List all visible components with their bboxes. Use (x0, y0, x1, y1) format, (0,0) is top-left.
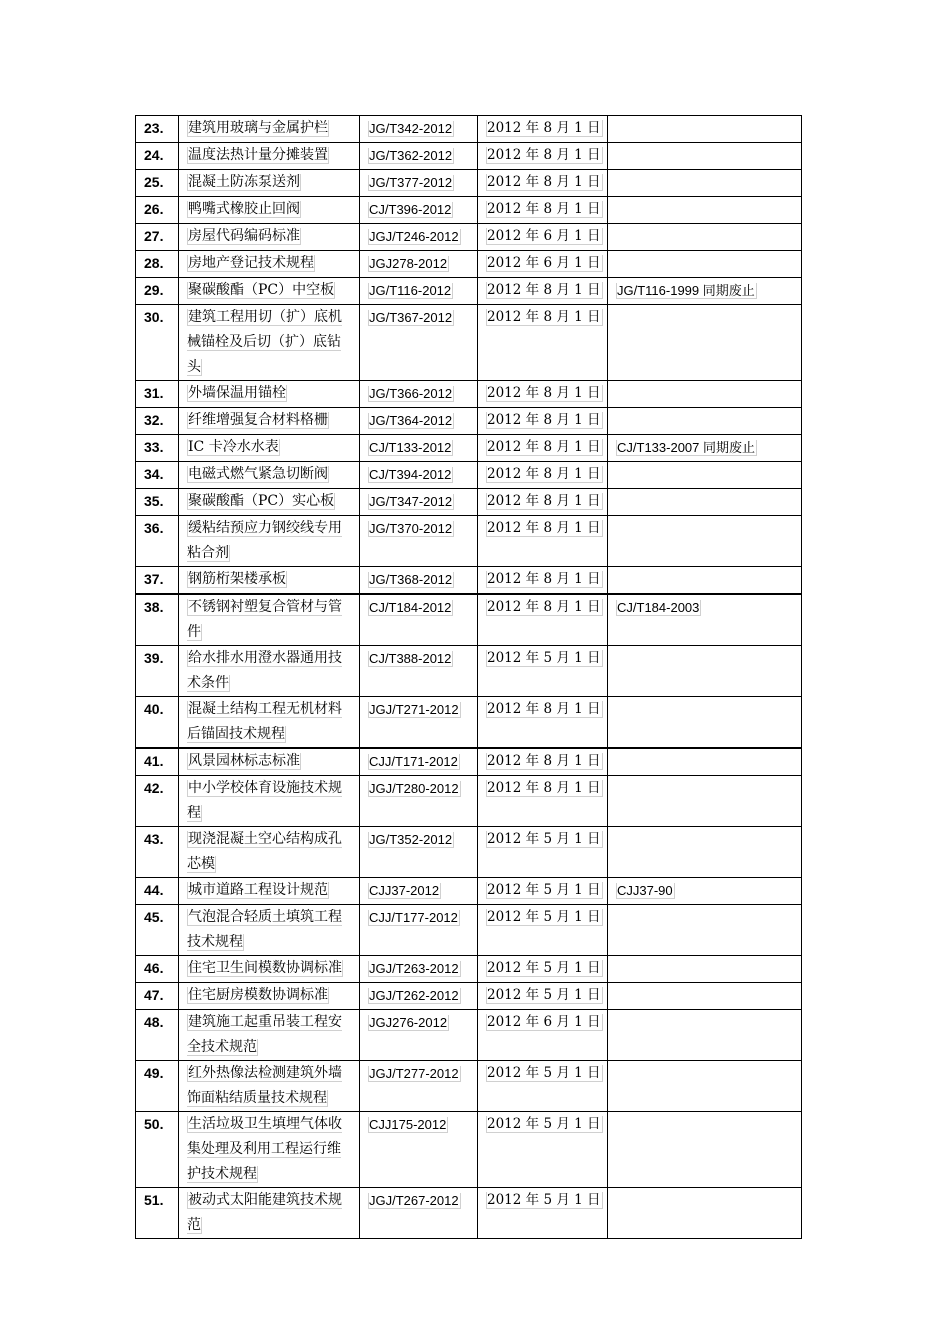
row-number-cell: 34. (136, 462, 179, 489)
remark (616, 1193, 617, 1208)
effective-date-cell (478, 827, 608, 878)
standard-name-cell (179, 489, 360, 516)
effective-date: 2012 年 8 月 1 日 (487, 599, 601, 615)
remark-cell (608, 305, 802, 381)
standard-code-cell (360, 116, 478, 143)
standard-code: JG/T370-2012 (369, 521, 453, 536)
effective-date: 2012 年 8 月 1 日 (487, 282, 601, 298)
standard-code: CJ/T396-2012 (369, 202, 452, 217)
effective-date-cell (478, 878, 608, 905)
standards-table (135, 115, 802, 1239)
standard-name: 中小学校体育设施技术规程 (187, 780, 342, 821)
standard-name: 混凝土结构工程无机材料后锚固技术规程 (187, 701, 342, 742)
remark-cell (608, 381, 802, 408)
standard-code: CJ/T394-2012 (369, 467, 452, 482)
standard-code-cell (360, 827, 478, 878)
table-row (136, 462, 802, 489)
table-row (136, 143, 802, 170)
standard-name-cell (179, 516, 360, 567)
row-number-cell: 40. (136, 697, 179, 749)
row-number-cell: 46. (136, 956, 179, 983)
table-row (136, 697, 802, 749)
standard-code-cell (360, 516, 478, 567)
remark-cell (608, 983, 802, 1010)
effective-date: 2012 年 8 月 1 日 (487, 520, 601, 536)
standard-name: 被动式太阳能建筑技术规范 (187, 1192, 342, 1233)
standard-name: 房地产登记技术规程 (188, 255, 314, 271)
remark (616, 988, 617, 1003)
table-row (136, 116, 802, 143)
standard-code-cell (360, 983, 478, 1010)
remark-cell (608, 197, 802, 224)
standard-code-cell (360, 251, 478, 278)
effective-date-cell (478, 143, 608, 170)
effective-date-cell (478, 516, 608, 567)
standard-code: JG/T362-2012 (369, 148, 453, 163)
remark-cell (608, 594, 802, 646)
row-number-cell: 48. (136, 1010, 179, 1061)
remark (616, 910, 617, 925)
remark-cell (608, 776, 802, 827)
effective-date-cell (478, 983, 608, 1010)
row-number-cell: 41. (136, 748, 179, 776)
effective-date: 2012 年 5 月 1 日 (487, 831, 601, 847)
standard-code-cell (360, 956, 478, 983)
remark-cell (608, 489, 802, 516)
remark-cell (608, 278, 802, 305)
remark-cell (608, 1112, 802, 1188)
standard-code: CJJ/T177-2012 (369, 910, 458, 925)
standard-code-cell (360, 1188, 478, 1239)
standard-name-cell (179, 748, 360, 776)
effective-date-cell (478, 462, 608, 489)
standard-name: 城市道路工程设计规范 (188, 882, 328, 898)
row-number-cell: 50. (136, 1112, 179, 1188)
standard-name: 气泡混合轻质土填筑工程技术规程 (187, 909, 342, 950)
effective-date: 2012 年 6 月 1 日 (487, 228, 601, 244)
table-row (136, 646, 802, 697)
remark-cell (608, 956, 802, 983)
effective-date-cell (478, 646, 608, 697)
standard-code: CJJ175-2012 (369, 1117, 447, 1132)
standard-code: JGJ/T267-2012 (369, 1193, 459, 1208)
remark: CJJ37-90 (617, 883, 673, 898)
effective-date-cell (478, 251, 608, 278)
standard-code: JGJ/T271-2012 (369, 702, 459, 717)
row-number-cell: 27. (136, 224, 179, 251)
standard-code: JG/T377-2012 (369, 175, 453, 190)
standard-name-cell (179, 983, 360, 1010)
standard-name: 缓粘结预应力钢绞线专用粘合剂 (187, 520, 342, 561)
row-number-cell: 32. (136, 408, 179, 435)
remark-cell (608, 462, 802, 489)
standard-code-cell (360, 567, 478, 595)
remark: CJ/T184-2003 (617, 600, 700, 615)
effective-date: 2012 年 8 月 1 日 (487, 466, 601, 482)
standard-name-cell (179, 1112, 360, 1188)
standard-code-cell (360, 594, 478, 646)
standard-code: CJ/T388-2012 (369, 651, 452, 666)
standard-code-cell (360, 143, 478, 170)
standard-code-cell (360, 197, 478, 224)
row-number-cell: 31. (136, 381, 179, 408)
remark-cell (608, 516, 802, 567)
row-number-cell: 43. (136, 827, 179, 878)
standard-code-cell (360, 776, 478, 827)
effective-date-cell (478, 1188, 608, 1239)
standards-table-body (136, 116, 802, 1239)
remark-cell (608, 224, 802, 251)
remark (616, 121, 617, 136)
standard-code-cell (360, 697, 478, 749)
remark (616, 229, 617, 244)
effective-date: 2012 年 5 月 1 日 (487, 909, 601, 925)
standard-name: 建筑工程用切（扩）底机械锚栓及后切（扩）底钻头 (187, 309, 342, 375)
table-row (136, 278, 802, 305)
effective-date-cell (478, 567, 608, 595)
standard-name-cell (179, 646, 360, 697)
row-number-cell: 47. (136, 983, 179, 1010)
remark (616, 702, 617, 717)
effective-date: 2012 年 8 月 1 日 (487, 412, 601, 428)
table-row (136, 567, 802, 595)
standard-name: 给水排水用澄水器通用技术条件 (187, 650, 342, 691)
effective-date: 2012 年 8 月 1 日 (487, 201, 601, 217)
standard-code-cell (360, 435, 478, 462)
remark-cell (608, 1188, 802, 1239)
standard-code-cell (360, 748, 478, 776)
standard-code: JGJ/T262-2012 (369, 988, 459, 1003)
standard-name: 混凝土防冻泵送剂 (188, 174, 300, 190)
standard-code-cell (360, 1112, 478, 1188)
effective-date: 2012 年 5 月 1 日 (487, 1065, 601, 1081)
effective-date-cell (478, 776, 608, 827)
effective-date: 2012 年 8 月 1 日 (487, 385, 601, 401)
table-row (136, 1112, 802, 1188)
effective-date-cell (478, 697, 608, 749)
table-row (136, 594, 802, 646)
remark (616, 651, 617, 666)
table-row (136, 305, 802, 381)
remark (616, 832, 617, 847)
table-row (136, 170, 802, 197)
effective-date-cell (478, 305, 608, 381)
standard-name-cell (179, 878, 360, 905)
effective-date-cell (478, 1061, 608, 1112)
effective-date: 2012 年 8 月 1 日 (487, 120, 601, 136)
standard-code: CJJ/T171-2012 (369, 754, 458, 769)
row-number-cell: 42. (136, 776, 179, 827)
remark (616, 1015, 617, 1030)
standard-code: JGJ/T277-2012 (369, 1066, 459, 1081)
standard-code-cell (360, 278, 478, 305)
effective-date-cell (478, 905, 608, 956)
row-number-cell: 23. (136, 116, 179, 143)
remark: JG/T116-1999 同期废止 (617, 283, 755, 298)
remark (616, 961, 617, 976)
effective-date-cell (478, 278, 608, 305)
table-row (136, 905, 802, 956)
remark (616, 386, 617, 401)
row-number-cell: 35. (136, 489, 179, 516)
remark (616, 1066, 617, 1081)
standard-name-cell (179, 697, 360, 749)
remark-cell (608, 748, 802, 776)
standard-name: 聚碳酸酯（PC）中空板 (188, 282, 335, 298)
table-row (136, 776, 802, 827)
row-number-cell: 30. (136, 305, 179, 381)
standard-name-cell (179, 143, 360, 170)
standard-name-cell (179, 170, 360, 197)
standard-name: 房屋代码编码标准 (188, 228, 300, 244)
standard-code: JG/T367-2012 (369, 310, 453, 325)
effective-date: 2012 年 8 月 1 日 (487, 309, 601, 325)
remark-cell (608, 827, 802, 878)
effective-date: 2012 年 5 月 1 日 (487, 987, 601, 1003)
standard-name-cell (179, 305, 360, 381)
standard-name-cell (179, 116, 360, 143)
row-number-cell: 28. (136, 251, 179, 278)
remark (616, 467, 617, 482)
standard-name: 风景园林标志标准 (188, 753, 300, 769)
table-row (136, 956, 802, 983)
standard-name: 住宅卫生间模数协调标准 (188, 960, 342, 976)
standard-name-cell (179, 462, 360, 489)
standard-name-cell (179, 278, 360, 305)
standard-code-cell (360, 1061, 478, 1112)
effective-date-cell (478, 435, 608, 462)
effective-date: 2012 年 8 月 1 日 (487, 493, 601, 509)
effective-date-cell (478, 170, 608, 197)
standard-code: CJJ37-2012 (369, 883, 440, 898)
effective-date: 2012 年 8 月 1 日 (487, 753, 601, 769)
standard-code: JGJ278-2012 (369, 256, 448, 271)
standard-name-cell (179, 1061, 360, 1112)
remark-cell (608, 567, 802, 595)
standard-code: JGJ/T246-2012 (369, 229, 459, 244)
row-number-cell: 51. (136, 1188, 179, 1239)
table-row (136, 197, 802, 224)
remark (616, 413, 617, 428)
remark (616, 572, 617, 587)
standard-name-cell (179, 408, 360, 435)
standard-code: JG/T116-2012 (369, 283, 452, 298)
table-row (136, 1061, 802, 1112)
effective-date-cell (478, 381, 608, 408)
standard-name-cell (179, 1010, 360, 1061)
standard-code: JGJ276-2012 (369, 1015, 448, 1030)
standard-name-cell (179, 827, 360, 878)
table-row (136, 827, 802, 878)
effective-date: 2012 年 8 月 1 日 (487, 571, 601, 587)
row-number-cell: 39. (136, 646, 179, 697)
table-row (136, 1010, 802, 1061)
standard-name: 鸭嘴式橡胶止回阀 (188, 201, 300, 217)
remark-cell (608, 170, 802, 197)
remark (616, 754, 617, 769)
effective-date-cell (478, 956, 608, 983)
standard-name-cell (179, 435, 360, 462)
remark-cell (608, 878, 802, 905)
standard-name: 生活垃圾卫生填埋气体收集处理及利用工程运行维护技术规程 (187, 1116, 342, 1182)
standard-name: 现浇混凝土空心结构成孔芯模 (187, 831, 342, 872)
table-row (136, 224, 802, 251)
standard-code: JG/T347-2012 (369, 494, 453, 509)
standard-code-cell (360, 905, 478, 956)
remark-cell (608, 251, 802, 278)
row-number-cell: 33. (136, 435, 179, 462)
standard-name: 钢筋桁架楼承板 (188, 571, 286, 587)
standard-code-cell (360, 408, 478, 435)
effective-date: 2012 年 6 月 1 日 (487, 255, 601, 271)
remark (616, 494, 617, 509)
standard-code-cell (360, 305, 478, 381)
remark-cell (608, 408, 802, 435)
standard-code: JGJ/T280-2012 (369, 781, 459, 796)
standard-code-cell (360, 878, 478, 905)
effective-date: 2012 年 5 月 1 日 (487, 882, 601, 898)
standard-name: 外墙保温用锚栓 (188, 385, 286, 401)
standard-name-cell (179, 594, 360, 646)
remark (616, 781, 617, 796)
row-number-cell: 49. (136, 1061, 179, 1112)
effective-date: 2012 年 5 月 1 日 (487, 650, 601, 666)
standard-code: JGJ/T263-2012 (369, 961, 459, 976)
standard-code-cell (360, 462, 478, 489)
standard-code: JG/T342-2012 (369, 121, 453, 136)
effective-date: 2012 年 5 月 1 日 (487, 960, 601, 976)
standard-name: 建筑施工起重吊装工程安全技术规范 (187, 1014, 342, 1055)
row-number-cell: 25. (136, 170, 179, 197)
standard-name: 建筑用玻璃与金属护栏 (188, 120, 328, 136)
effective-date: 2012 年 8 月 1 日 (487, 439, 601, 455)
remark-cell (608, 1061, 802, 1112)
standard-code: CJ/T184-2012 (369, 600, 452, 615)
standard-name-cell (179, 905, 360, 956)
standard-code-cell (360, 381, 478, 408)
effective-date-cell (478, 1112, 608, 1188)
row-number-cell: 36. (136, 516, 179, 567)
standard-name: 聚碳酸酯（PC）实心板 (188, 493, 335, 509)
row-number-cell: 24. (136, 143, 179, 170)
standard-code: CJ/T133-2012 (369, 440, 452, 455)
standard-code-cell (360, 1010, 478, 1061)
effective-date-cell (478, 489, 608, 516)
remark (616, 202, 617, 217)
effective-date: 2012 年 8 月 1 日 (487, 147, 601, 163)
effective-date-cell (478, 1010, 608, 1061)
effective-date-cell (478, 197, 608, 224)
effective-date: 2012 年 5 月 1 日 (487, 1116, 601, 1132)
remark: CJ/T133-2007 同期废止 (617, 440, 755, 455)
effective-date: 2012 年 8 月 1 日 (487, 780, 601, 796)
standard-name: 纤维增强复合材料格栅 (188, 412, 328, 428)
remark-cell (608, 905, 802, 956)
standard-name-cell (179, 1188, 360, 1239)
standard-name-cell (179, 567, 360, 595)
remark-cell (608, 143, 802, 170)
standard-name: 红外热像法检测建筑外墙饰面粘结质量技术规程 (187, 1065, 342, 1106)
table-row (136, 381, 802, 408)
row-number-cell: 38. (136, 594, 179, 646)
standard-code-cell (360, 170, 478, 197)
table-row (136, 983, 802, 1010)
remark (616, 310, 617, 325)
row-number-cell: 44. (136, 878, 179, 905)
standard-code: JG/T368-2012 (369, 572, 453, 587)
remark (616, 148, 617, 163)
standard-name: 不锈钢衬塑复合管材与管件 (187, 599, 342, 640)
row-number-cell: 29. (136, 278, 179, 305)
table-row (136, 748, 802, 776)
table-row (136, 489, 802, 516)
table-row (136, 435, 802, 462)
remark (616, 175, 617, 190)
remark-cell (608, 697, 802, 749)
effective-date-cell (478, 408, 608, 435)
remark-cell (608, 1010, 802, 1061)
standard-name-cell (179, 956, 360, 983)
standard-name: 电磁式燃气紧急切断阀 (188, 466, 328, 482)
remark (616, 521, 617, 536)
table-row (136, 1188, 802, 1239)
standard-code: JG/T366-2012 (369, 386, 453, 401)
effective-date: 2012 年 6 月 1 日 (487, 1014, 601, 1030)
standard-name-cell (179, 251, 360, 278)
effective-date-cell (478, 224, 608, 251)
standard-name: 住宅厨房模数协调标准 (188, 987, 328, 1003)
effective-date: 2012 年 5 月 1 日 (487, 1192, 601, 1208)
remark-cell (608, 435, 802, 462)
table-row (136, 408, 802, 435)
effective-date-cell (478, 594, 608, 646)
row-number-cell: 45. (136, 905, 179, 956)
standard-name: 温度法热计量分摊装置 (188, 147, 328, 163)
effective-date-cell (478, 748, 608, 776)
standard-code: JG/T352-2012 (369, 832, 453, 847)
effective-date-cell (478, 116, 608, 143)
row-number-cell: 37. (136, 567, 179, 595)
remark (616, 1117, 617, 1132)
standard-code-cell (360, 224, 478, 251)
remark (616, 256, 617, 271)
standard-code-cell (360, 489, 478, 516)
standard-name-cell (179, 224, 360, 251)
remark-cell (608, 646, 802, 697)
effective-date: 2012 年 8 月 1 日 (487, 701, 601, 717)
table-row (136, 251, 802, 278)
standard-name-cell (179, 381, 360, 408)
table-row (136, 878, 802, 905)
standard-name-cell (179, 197, 360, 224)
standard-name: IC 卡冷水水表 (188, 439, 279, 455)
standard-code: JG/T364-2012 (369, 413, 453, 428)
effective-date: 2012 年 8 月 1 日 (487, 174, 601, 190)
standard-name-cell (179, 776, 360, 827)
standard-code-cell (360, 646, 478, 697)
remark-cell (608, 116, 802, 143)
table-row (136, 516, 802, 567)
row-number-cell: 26. (136, 197, 179, 224)
